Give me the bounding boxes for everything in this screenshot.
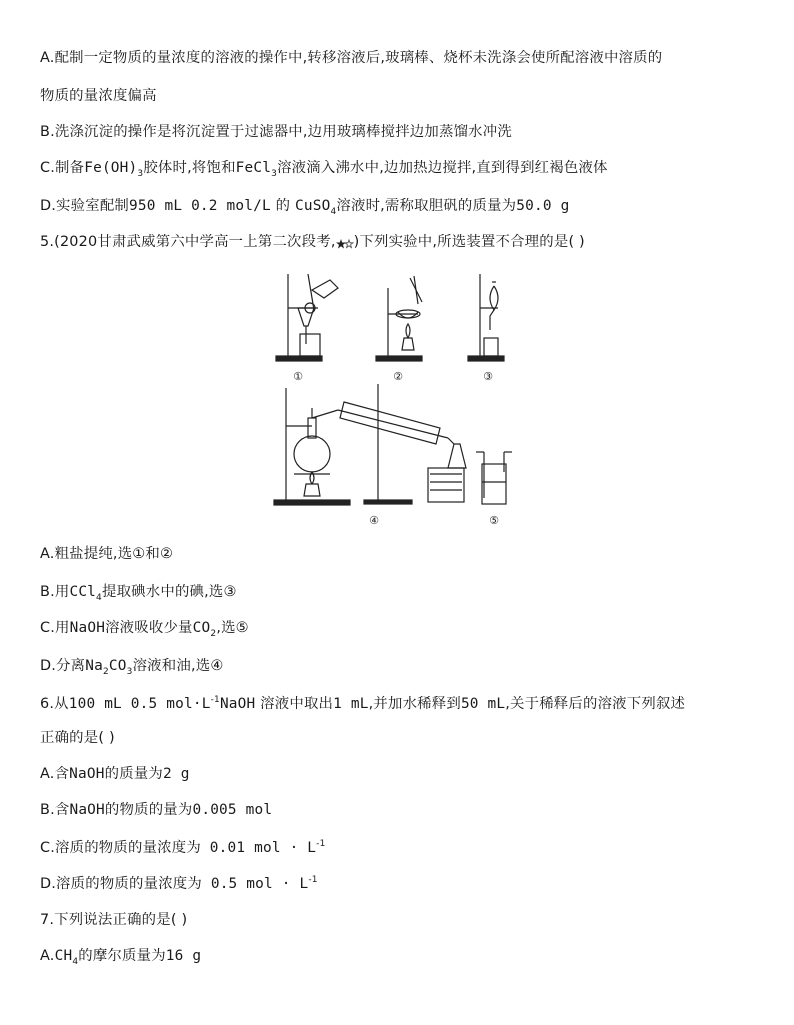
question-6-stem-line2: 正确的是( ) <box>40 730 115 746</box>
q6-option-a <box>40 764 758 784</box>
option-c <box>40 158 758 178</box>
q6-option-b-value: 0.005 mol <box>192 802 273 818</box>
question-6-stem <box>40 694 758 714</box>
q5-option-d <box>40 656 758 676</box>
q6-option-c <box>40 838 758 858</box>
option-c-text-1: C.制备 <box>40 160 85 176</box>
formula-naoh: NaOH <box>219 696 256 712</box>
figure-label-3: ③ <box>483 370 493 383</box>
option-c-text-3: 溶液滴入沸水中,边加热边搅拌,直到得到红褐色液体 <box>277 160 608 176</box>
option-a-line1: A.配制一定物质的量浓度的溶液的操作中,转移溶液后,玻璃棒、烧杯未洗涤会使所配溶液中溶质的 <box>40 50 663 66</box>
formula-cuso4: CuSO <box>294 198 331 214</box>
evaporation-apparatus <box>376 276 422 361</box>
formula-sub: 4 <box>96 592 102 603</box>
q6-option-d-text: D.溶质的物质的量浓度为 <box>40 876 202 892</box>
q6-option-d-value: 0.5 mol · L <box>201 876 309 892</box>
formula-fe-oh: Fe(OH) <box>84 160 138 176</box>
q6-option-b-text-1: B.含 <box>40 802 70 818</box>
q6-option-c-text: C.溶质的物质的量浓度为 <box>40 840 201 856</box>
distillation-apparatus <box>274 384 466 505</box>
q5-option-c <box>40 618 758 638</box>
q6-stem-vol2: 50 mL <box>460 696 506 712</box>
volume-concentration: 950 mL 0.2 mol/L <box>129 198 271 214</box>
formula-sub: 3 <box>271 168 278 179</box>
q6-stem-text-4: ,关于稀释后的溶液下列叙述 <box>505 696 686 712</box>
figure-label-4: ④ <box>369 514 379 527</box>
difficulty-stars-icon <box>336 236 354 248</box>
q5-option-b-text-1: B.用 <box>40 584 70 600</box>
q5-option-b-text-2: 提取碘水中的碘,选③ <box>101 584 237 600</box>
q5-option-d-text-2: 溶液和油,选④ <box>132 658 224 674</box>
q5-option-b <box>40 582 758 602</box>
q7-option-a-text: 的摩尔质量为 <box>78 948 166 964</box>
question-5-stem-b: )下列实验中,所选装置不合理的是( ) <box>353 234 585 250</box>
separatory-funnel-apparatus <box>468 274 504 361</box>
formula-ccl4: CCl <box>69 584 97 600</box>
formula-sub: 3 <box>126 666 133 677</box>
mass-value: 50.0 g <box>516 198 570 214</box>
option-c-text-2: 胶体时,将饱和 <box>143 160 236 176</box>
q7-option-a <box>40 946 758 966</box>
formula-naoh: NaOH <box>69 766 105 782</box>
q5-option-a: A.粗盐提纯,选①和② <box>40 546 174 562</box>
formula-sub: 2 <box>102 666 109 677</box>
q5-option-d-text-1: D.分离 <box>40 658 86 674</box>
formula-sub: 2 <box>210 628 217 639</box>
apparatus-figure <box>268 268 538 530</box>
q6-option-a-text-1: A.含 <box>40 766 70 782</box>
question-7-stem: 7.下列说法正确的是( ) <box>40 912 188 928</box>
q6-option-c-value: 0.01 mol · L <box>200 840 317 856</box>
formula-ch4: CH <box>54 948 73 964</box>
option-d <box>40 196 758 216</box>
q6-stem-text-2: 溶液中取出 <box>255 696 334 712</box>
unit-sup: -1 <box>316 839 326 850</box>
unit-sup: -1 <box>210 695 220 706</box>
q6-stem-vol1: 1 mL <box>333 696 369 712</box>
filtration-apparatus <box>276 274 338 361</box>
q5-option-c-text-1: C.用 <box>40 620 70 636</box>
q6-option-a-value: 2 g <box>163 766 190 782</box>
q6-option-a-text-2: 的质量为 <box>104 766 164 782</box>
formula-naoh: NaOH <box>69 620 106 636</box>
option-b: B.洗涤沉淀的操作是将沉淀置于过滤器中,边用玻璃棒搅拌边加蒸馏水冲洗 <box>40 124 512 140</box>
q6-option-b-text-2: 的物质的量为 <box>104 802 193 818</box>
figure-label-5: ⑤ <box>489 514 499 527</box>
formula-co2: CO <box>192 620 211 636</box>
formula-na: Na <box>85 658 103 674</box>
option-d-text-3: 溶液时,需称取胆矾的质量为 <box>336 198 517 214</box>
question-5-stem-a: 5.(2020甘肃武威第六中学高一上第二次段考, <box>40 234 336 250</box>
question-5-stem <box>40 232 758 252</box>
unit-sup: -1 <box>308 875 318 886</box>
q5-option-c-text-2: 溶液吸收少量 <box>105 620 193 636</box>
formula-naoh: NaOH <box>69 802 105 818</box>
q6-stem-text-3: ,并加水稀释到 <box>368 696 461 712</box>
option-a-line2: 物质的量浓度偏高 <box>40 88 157 104</box>
gas-washing-bottle <box>476 452 512 504</box>
q6-option-d <box>40 874 758 894</box>
q7-option-a-prefix: A. <box>40 948 55 964</box>
formula-co3: CO <box>108 658 127 674</box>
q6-option-b <box>40 800 758 820</box>
option-d-text-1: D.实验室配制 <box>40 198 130 214</box>
q5-option-c-text-3: ,选⑤ <box>216 620 249 636</box>
q7-option-a-value: 16 g <box>165 948 202 964</box>
q6-stem-conc: 100 mL 0.5 mol·L <box>68 696 211 712</box>
formula-fecl: FeCl <box>235 160 272 176</box>
option-d-text-2: 的 <box>270 198 295 214</box>
formula-sub: 4 <box>330 206 337 217</box>
figure-label-2: ② <box>393 370 403 383</box>
formula-sub: 3 <box>137 168 144 179</box>
apparatus-drawing <box>268 268 538 530</box>
figure-label-1: ① <box>293 370 303 383</box>
q6-stem-text-1: 6.从 <box>40 696 69 712</box>
formula-sub: 4 <box>72 956 79 967</box>
